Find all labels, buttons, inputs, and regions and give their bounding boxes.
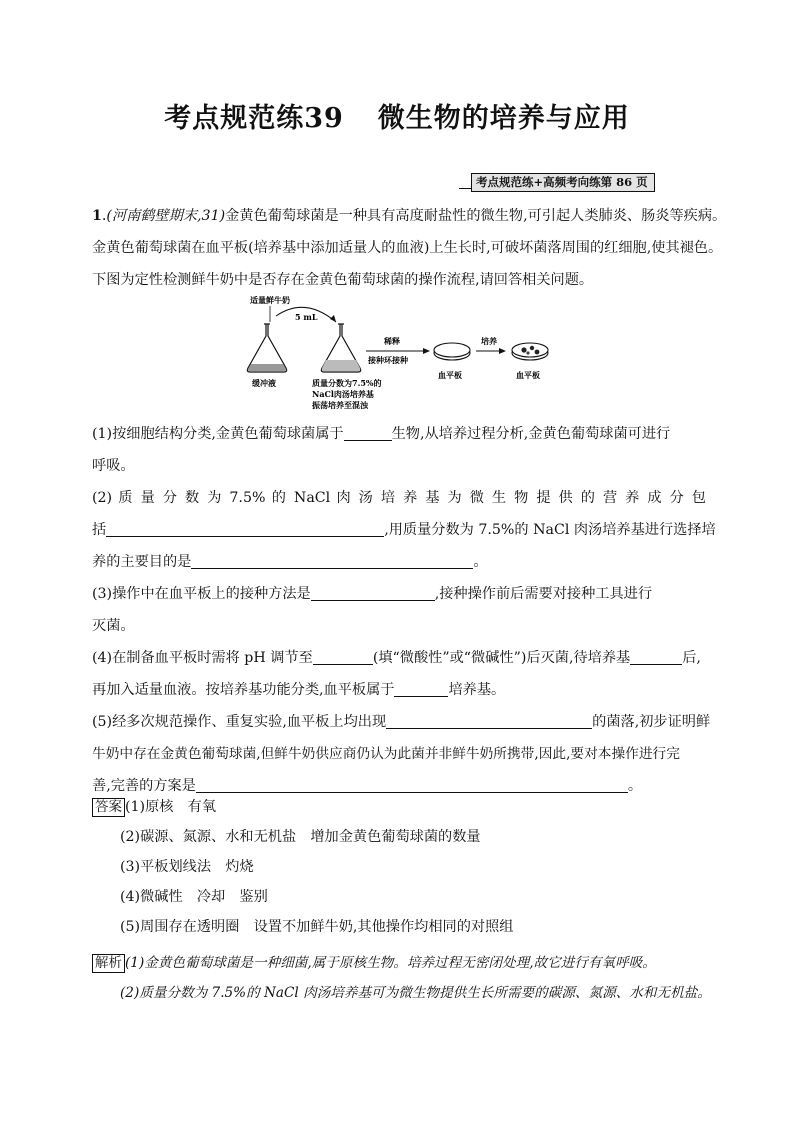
q2-blank-2[interactable] <box>191 550 473 569</box>
answer-line-5: (5)周围存在透明圈 设置不加鲜牛奶,其他操作均相同的对照组 <box>120 919 514 935</box>
q5-line-1 <box>92 706 711 738</box>
q5-blank-2[interactable] <box>196 774 628 793</box>
blood-plate-2 <box>512 343 548 360</box>
answer-line-1: (1)原核 有氧 <box>125 799 217 815</box>
q2-line-1 <box>92 482 706 514</box>
transfer-arrow-head <box>330 315 336 322</box>
broth-flask <box>321 324 360 372</box>
q2-text-d: 养的主要目的是 <box>92 554 192 570</box>
label-dilute: 稀释 <box>384 336 400 346</box>
q5-line-2 <box>92 738 706 770</box>
intro-line-1: 1.(河南鹤壁期末,31)金黄色葡萄球菌是一种具有高度耐盐性的微生物,可引起人类肺炎、肠炎等疾病。 <box>92 208 727 224</box>
answer-section <box>92 792 513 942</box>
q2-blank-1[interactable] <box>106 518 384 537</box>
q3-blank-1[interactable] <box>311 582 435 601</box>
q5-blank-1[interactable] <box>386 710 592 729</box>
reference-tag <box>459 173 655 191</box>
title-sub: 微生物的培养与应用 <box>377 103 630 134</box>
label-culture: 培养 <box>481 336 497 346</box>
arrow-to-plate-1-head <box>423 348 430 354</box>
page-title <box>0 96 794 135</box>
procedure-diagram <box>240 296 560 416</box>
analysis-section <box>92 948 711 1008</box>
q1-line-1 <box>92 418 706 450</box>
q2-line-2 <box>92 514 716 546</box>
q1-text-c: 呼吸。 <box>92 458 135 474</box>
title-main: 考点规范练39 <box>164 103 344 134</box>
intro-text-1: 金黄色葡萄球菌是一种具有高度耐盐性的微生物,可引起人类肺炎、肠炎等疾病。 <box>225 208 727 224</box>
reference-tag-label: 考点规范练+高频考向练第 86 页 <box>471 173 655 192</box>
answer-row-1 <box>92 792 513 822</box>
q1-text-b: 生物,从培养过程分析,金黄色葡萄球菌可进行 <box>391 426 671 442</box>
q5-text-d: 善,完善的方案是 <box>92 778 196 794</box>
sub-questions <box>92 418 716 802</box>
q3-text-a: (3)操作中在血平板上的接种方法是 <box>92 586 311 602</box>
intro-line-3: 下图为定性检测鲜牛奶中是否存在金黄色葡萄球菌的操作流程,请回答相关问题。 <box>92 272 594 288</box>
q2-text-b: 括 <box>92 522 107 538</box>
analysis-row-1 <box>92 948 704 978</box>
q2-text-c: ,用质量分数为 7.5%的 NaCl 肉汤培养基进行选择培 <box>384 522 716 538</box>
analysis-label: 解析 <box>92 954 125 973</box>
answer-label: 答案 <box>92 798 125 817</box>
q2-line-3 <box>92 546 706 578</box>
reference-leader-line <box>459 176 471 189</box>
q4-line-1 <box>92 642 706 674</box>
q4-line-2 <box>92 674 706 706</box>
q4-blank-3[interactable] <box>394 678 448 697</box>
q1-blank-1[interactable] <box>344 422 392 441</box>
q5-text-a: (5)经多次规范操作、重复实验,血平板上均出现 <box>92 714 387 730</box>
label-broth-2: NaCl肉汤培养基 <box>312 389 374 399</box>
label-plate-2: 血平板 <box>516 370 540 380</box>
analysis-line-1: (1)金黄色葡萄球菌是一种细菌,属于原核生物。培养过程无密闭处理,故它进行有氧呼吸。 <box>125 955 656 971</box>
question-number: 1 <box>92 208 102 224</box>
q3-text-c: 灭菌。 <box>92 618 135 634</box>
q4-text-b: (填“微酸性”或“微碱性”)后灭菌,待培养基 <box>372 650 631 666</box>
answer-line-4: (4)微碱性 冷却 鉴别 <box>120 889 268 905</box>
q3-text-b: ,接种操作前后需要对接种工具进行 <box>434 586 653 602</box>
answer-line-2: (2)碳源、氮源、水和无机盐 增加金黄色葡萄球菌的数量 <box>120 829 481 845</box>
q2-text-a: (2) 质 量 分 数 为 7.5% 的 NaCl 肉 汤 培 养 基 为 微 生 物 提 供 的 营 养 成 分 包 <box>92 490 706 506</box>
label-broth-1: 质量分数为7.5%的 <box>312 378 382 388</box>
label-milk: 适量鲜牛奶 <box>250 296 290 305</box>
q5-text-e: 。 <box>627 778 643 794</box>
intro-line-2: 金黄色葡萄球菌在血平板(培养基中添加适量人的血液)上生长时,可破坏菌落周围的红细胞,使其褪色。 <box>92 240 723 256</box>
q4-text-a: (4)在制备血平板时需将 pH 调节至 <box>92 650 313 666</box>
question-source: (河南鹤壁期末,31) <box>106 208 226 224</box>
label-buffer: 缓冲液 <box>252 378 276 388</box>
label-plate-1: 血平板 <box>438 370 462 380</box>
q3-line-1 <box>92 578 706 610</box>
q4-blank-1[interactable] <box>313 646 373 665</box>
label-inoculate: 接种环接种 <box>368 355 408 365</box>
analysis-line-2: (2)质量分数为 7.5%的 NaCl 肉汤培养基可为微生物提供生长所需要的碳源、氮源、水和无机盐。 <box>120 985 711 1001</box>
label-broth-3: 振荡培养至混浊 <box>312 400 368 410</box>
blood-plate-1 <box>434 343 470 360</box>
q4-text-c: 后, <box>682 650 701 666</box>
q1-text-a: (1)按细胞结构分类,金黄色葡萄球菌属于 <box>92 426 344 442</box>
arrow-to-plate-2-head <box>499 348 506 354</box>
q4-text-e: 培养基。 <box>448 682 506 698</box>
question-intro <box>92 200 727 296</box>
q5-text-b: 的菌落,初步证明鲜 <box>592 714 711 730</box>
q4-text-d: 再加入适量血液。按培养基功能分类,血平板属于 <box>92 682 395 698</box>
q4-blank-2[interactable] <box>630 646 682 665</box>
buffer-flask <box>247 324 286 372</box>
q2-text-e: 。 <box>473 554 488 570</box>
label-volume: 5 mL <box>295 312 318 322</box>
q5-text-c: 牛奶中存在金黄色葡萄球菌,但鲜牛奶供应商仍认为此菌并非鲜牛奶所携带,因此,要对本操作进行完 <box>92 746 680 762</box>
q1-line-2 <box>92 450 706 482</box>
q3-line-2 <box>92 610 706 642</box>
answer-line-3: (3)平板划线法 灼烧 <box>120 859 254 875</box>
